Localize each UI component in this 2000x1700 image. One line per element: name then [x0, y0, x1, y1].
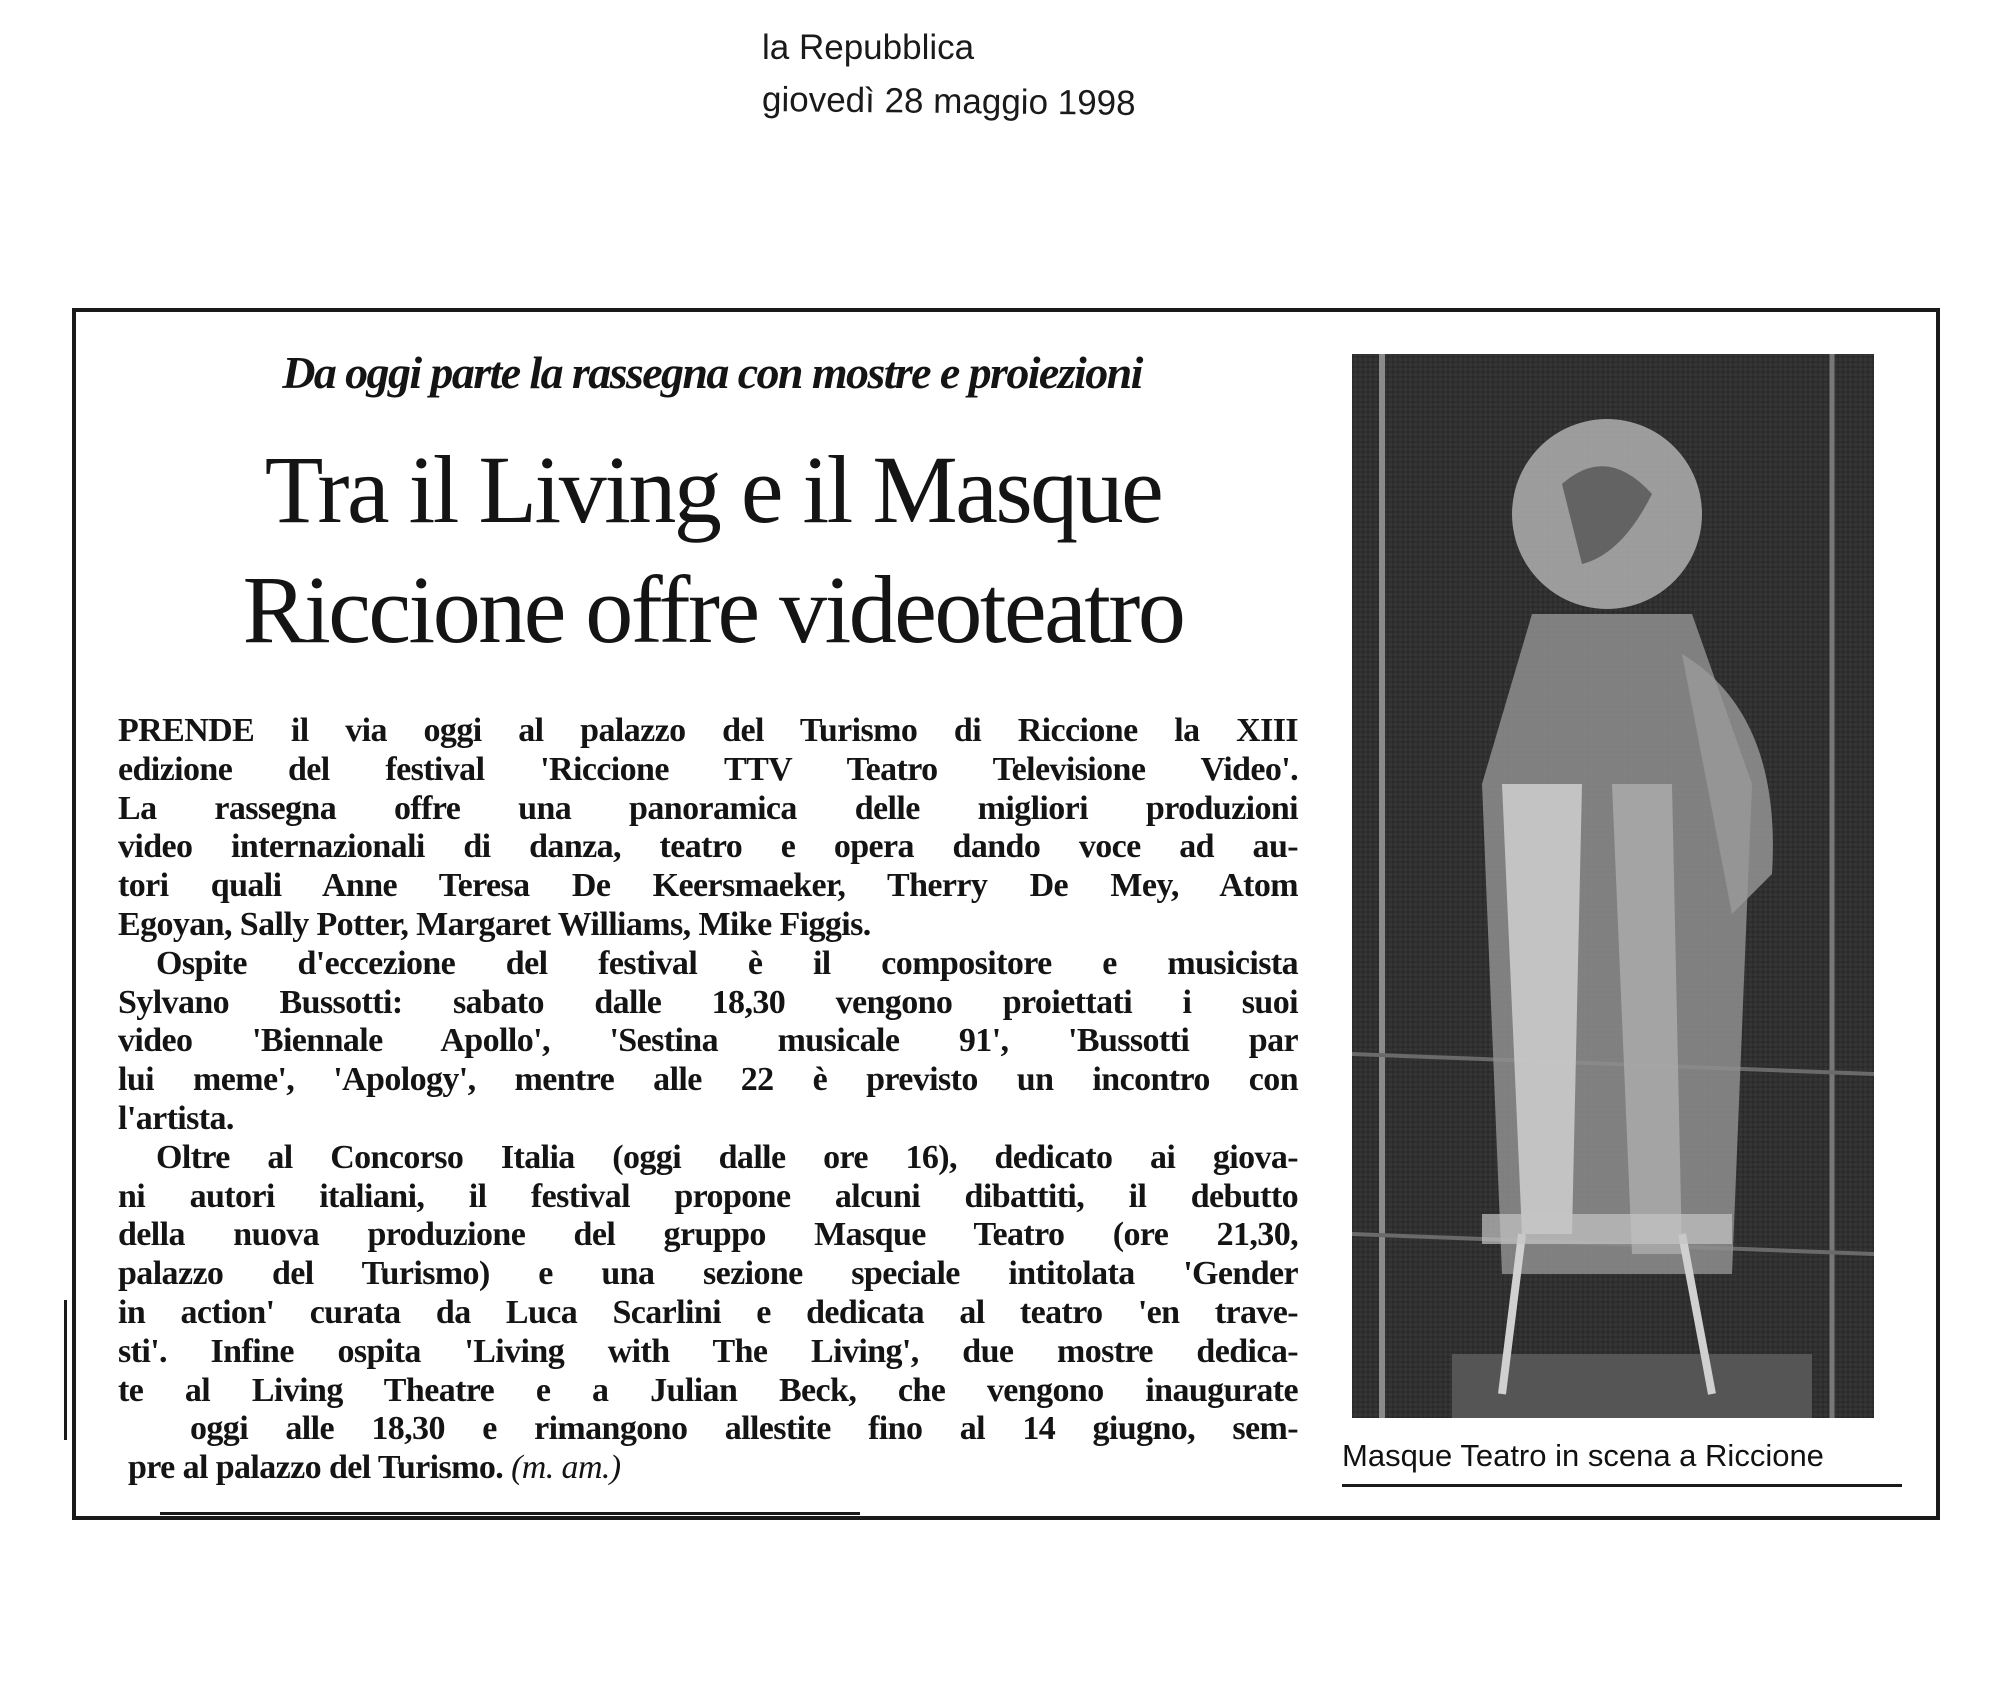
body-line: te al Living Theatre e a Julian Beck, che vengono inaugurate — [118, 1371, 1298, 1409]
body-line: in action' curata da Luca Scarlini e dedicata al teatro 'en trave- — [118, 1293, 1298, 1331]
body-line: edizione del festival 'Riccione TTV Teatro Televisione Video'. — [118, 750, 1298, 788]
author-signature: (m. am.) — [511, 1449, 621, 1487]
body-line: l'artista. — [118, 1099, 234, 1137]
body-line: Oltre al Concorso Italia (oggi dalle ore 16), dedicato ai giova- — [156, 1138, 1298, 1176]
body-line: video internazionali di danza, teatro e opera dando voce ad au- — [118, 828, 1298, 866]
performance-photo — [1352, 354, 1874, 1418]
photo-illustration — [1352, 354, 1874, 1418]
article-headline — [118, 430, 1308, 670]
headline-line-2: Riccione offre videoteatro — [242, 556, 1184, 663]
body-line: La rassegna offre una panoramica delle migliori produzioni — [118, 789, 1298, 827]
body-line: Ospite d'eccezione del festival è il compositore e musicista — [156, 944, 1298, 982]
body-line: tori quali Anne Teresa De Keersmaeker, Therry De Mey, Atom — [118, 867, 1298, 905]
body-line: palazzo del Turismo) e una sezione speciale intitolata 'Gender — [118, 1255, 1298, 1293]
body-line: Egoyan, Sally Potter, Margaret Williams, Mike Figgis. — [118, 905, 871, 943]
closing-underline — [160, 1512, 860, 1515]
publication-date: giovedì 28 maggio 1998 — [761, 80, 1136, 123]
body-line: ni autori italiani, il festival propone alcuni dibattiti, il debutto — [118, 1177, 1298, 1215]
margin-mark — [64, 1300, 67, 1440]
newspaper-name: la Repubblica — [762, 28, 975, 67]
photo-caption: Masque Teatro in scena a Riccione — [1342, 1438, 1824, 1473]
body-line: video 'Biennale Apollo', 'Sestina musicale 91', 'Bussotti par — [118, 1022, 1298, 1060]
body-line: sti'. Infine ospita 'Living with The Living', due mostre dedica- — [118, 1332, 1298, 1370]
body-line-last — [118, 1449, 1298, 1488]
body-line: lui meme', 'Apology', mentre alle 22 è previsto un incontro con — [118, 1061, 1298, 1099]
body-line: Sylvano Bussotti: sabato dalle 18,30 vengono proiettati i suoi — [118, 983, 1298, 1021]
article-body — [118, 712, 1298, 1488]
article-kicker: Da oggi parte la rassegna con mostre e proiezioni — [282, 347, 1142, 398]
headline-line-1: Tra il Living e il Masque — [264, 436, 1162, 543]
body-line: oggi alle 18,30 e rimangono allestite fino al 14 giugno, sem- — [190, 1410, 1298, 1448]
caption-rule — [1342, 1484, 1902, 1487]
newspaper-stamp — [762, 22, 1136, 126]
body-line: PRENDE il via oggi al palazzo del Turismo di Riccione la XIII — [118, 712, 1298, 749]
body-line-text: pre al palazzo del Turismo. — [128, 1449, 504, 1487]
body-line: della nuova produzione del gruppo Masque Teatro (ore 21,30, — [118, 1216, 1298, 1254]
